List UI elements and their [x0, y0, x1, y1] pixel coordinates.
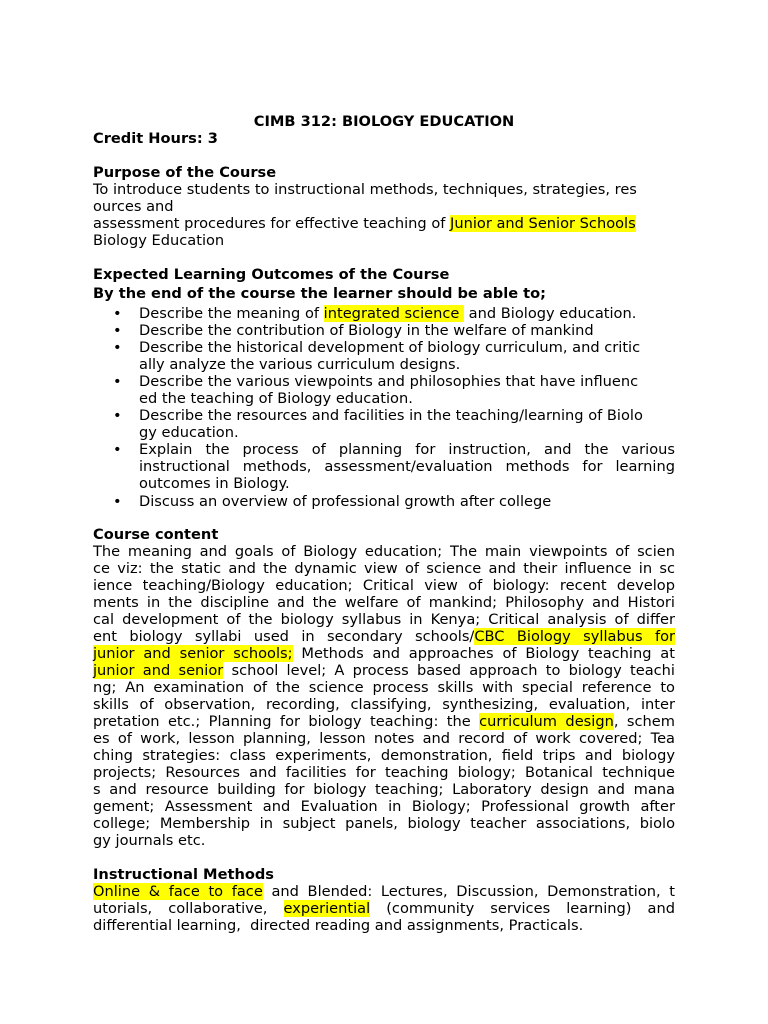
content-text: e [666, 764, 675, 781]
content-line-12: es of work, lesson planning, lesson notes and record of work covered; Tea [93, 730, 675, 747]
content-text: pretation etc.; Planning for biology teaching: the [93, 713, 480, 730]
outcome-5-line-1: Describe the resources and facilities in the teaching/learning of Biolo [139, 407, 643, 424]
content-line-7 [93, 645, 675, 662]
content-heading: Course content [93, 526, 219, 543]
outcomes-heading: Expected Learning Outcomes of the Course [93, 266, 450, 283]
content-line-4: ments in the discipline and the welfare of mankind; Philosophy and Histori [93, 594, 675, 611]
content-line-6 [93, 628, 675, 645]
highlight-junior-and-senior: junior and senior [93, 662, 224, 679]
outcome-text: and Biology education. [464, 305, 637, 322]
outcome-7: Discuss an overview of professional growth after college [139, 493, 552, 510]
content-line-3: ience teaching/Biology education; Critical view of biology: recent develop [93, 577, 675, 594]
content-text: , schem [613, 713, 675, 730]
bullet-icon: • [113, 373, 122, 390]
bullet-icon: • [113, 441, 122, 458]
content-line-14 [93, 764, 675, 781]
methods-line-1 [93, 883, 675, 900]
bullet-icon: • [113, 305, 122, 322]
outcome-2: Describe the contribution of Biology in the welfare of mankind [139, 322, 594, 339]
content-line-18: gy journals etc. [93, 832, 206, 849]
outcomes-intro: By the end of the course the learner should be able to; [93, 285, 547, 302]
outcome-5-line-2: gy education. [139, 424, 239, 441]
content-line-15: s and resource building for biology teaching; Laboratory design and mana [93, 781, 675, 798]
outcome-4-line-2: ed the teaching of Biology education. [139, 390, 413, 407]
content-line-8 [93, 662, 675, 679]
highlight-curriculum-design: curriculum design [479, 713, 614, 730]
course-title: CIMB 312: BIOLOGY EDUCATION [253, 113, 515, 130]
purpose-line-4: Biology Education [93, 232, 225, 249]
outcome-6-line-1: Explain the process of planning for instruction, and the various [139, 441, 675, 458]
content-line-9: ng; An examination of the science process skills with special reference to [93, 679, 675, 696]
content-text: projects; Resources and facilities for teaching biology; Botanical techniqu [93, 764, 667, 781]
outcome-1 [139, 305, 636, 322]
bullet-icon: • [113, 493, 122, 510]
methods-text: (community services learning) and [370, 900, 675, 917]
purpose-heading: Purpose of the Course [93, 164, 277, 181]
content-line-10: skills of observation, recording, classifying, synthesizing, evaluation, inter [93, 696, 675, 713]
content-line-2: ce viz: the static and the dynamic view of science and their influence in sc [93, 560, 675, 577]
content-line-1: The meaning and goals of Biology education; The main viewpoints of scien [93, 543, 675, 560]
highlight-junior-senior-schools: junior and senior schools; [93, 645, 293, 662]
content-line-11 [93, 713, 675, 730]
purpose-line-3 [93, 215, 636, 232]
outcome-6-line-2: instructional methods, assessment/evaluation methods for learning [139, 458, 675, 475]
outcome-4-line-1: Describe the various viewpoints and philosophies that have influenc [139, 373, 639, 390]
outcome-text: Describe the meaning of [139, 305, 324, 322]
credit-hours: Credit Hours: 3 [93, 130, 218, 147]
content-line-13: ching strategies: class experiments, demonstration, field trips and biology [93, 747, 675, 764]
methods-text: and Blended: Lectures, Discussion, Demonstration, t [262, 883, 676, 900]
content-text: Methods and approaches of Biology teaching at [292, 645, 675, 662]
bullet-icon: • [113, 407, 122, 424]
outcome-3-line-1: Describe the historical development of biology curriculum, and critic [139, 339, 641, 356]
purpose-line-2: ources and [93, 198, 174, 215]
methods-text: utorials, collaborative, [93, 900, 284, 917]
content-line-16: gement; Assessment and Evaluation in Biology; Professional growth after [93, 798, 675, 815]
methods-heading: Instructional Methods [93, 866, 274, 883]
content-text: school level; A process based approach to biology teachi [223, 662, 675, 679]
highlight-online-face-to-face: Online & face to face [93, 883, 263, 900]
content-line-17: college; Membership in subject panels, biology teacher associations, biolo [93, 815, 675, 832]
highlight-experiential: experiential [283, 900, 371, 917]
bullet-icon: • [113, 322, 122, 339]
highlight-integrated-science: integrated science [323, 305, 465, 322]
outcome-6-line-3: outcomes in Biology. [139, 475, 290, 492]
content-text: ent biology syllabi used in secondary schools/ [93, 628, 475, 645]
purpose-text: assessment procedures for effective teaching of [93, 215, 451, 232]
content-line-5: cal development of the biology syllabus in Kenya; Critical analysis of differ [93, 611, 675, 628]
highlight-junior-senior-schools: Junior and Senior Schools [450, 215, 636, 232]
bullet-icon: • [113, 339, 122, 356]
methods-line-3: differential learning, directed reading and assignments, Practicals. [93, 917, 584, 934]
highlight-cbc-biology-syllabus: CBC Biology syllabus for [474, 628, 676, 645]
purpose-line-1: To introduce students to instructional methods, techniques, strategies, res [93, 181, 637, 198]
outcome-3-line-2: ally analyze the various curriculum designs. [139, 356, 461, 373]
methods-line-2 [93, 900, 675, 917]
